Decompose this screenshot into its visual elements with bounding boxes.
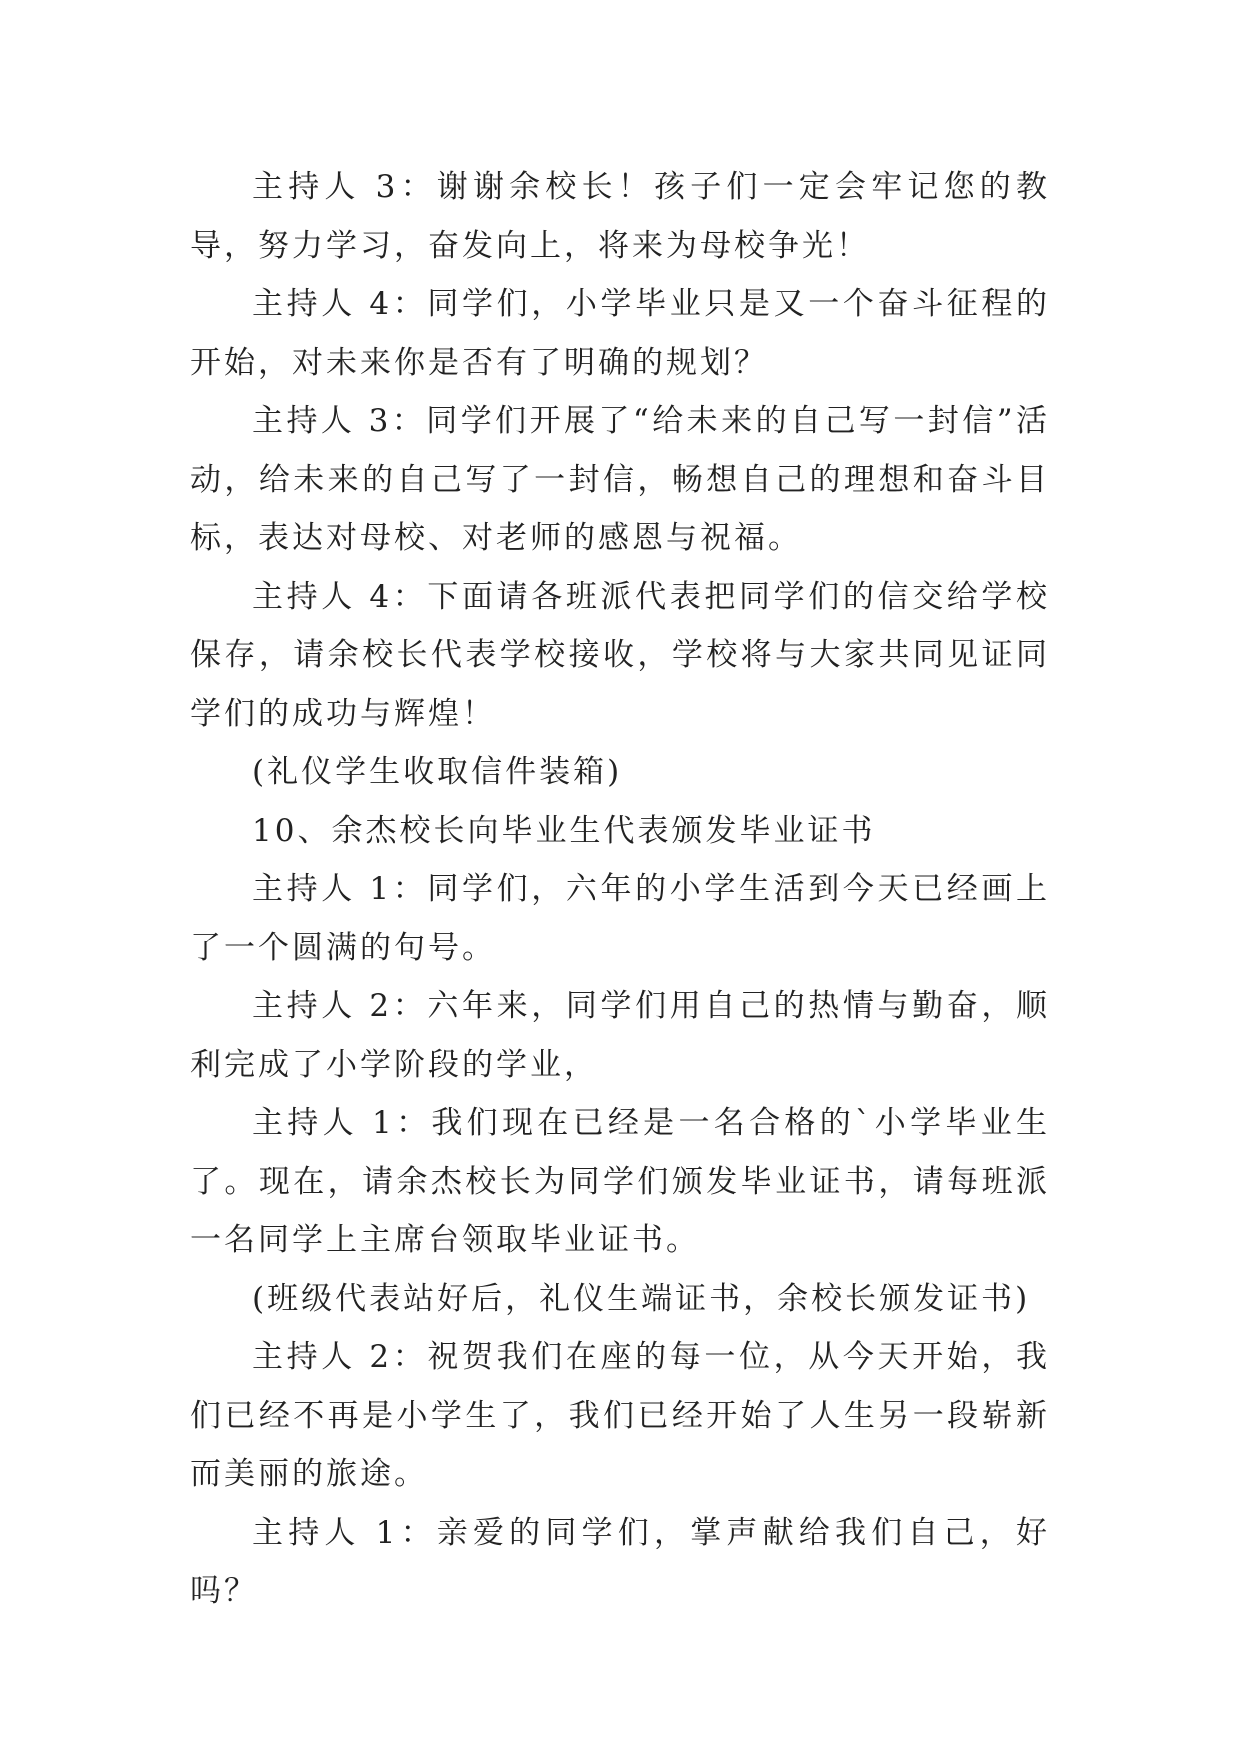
paragraph-3: 主持人 3：同学们开展了“给未来的自己写一封信”活动，给未来的自己写了一封信，畅想自己的理想和奋斗目标，表达对母校、对老师的感恩与祝福。 xyxy=(190,403,1050,556)
paragraph-12: 主持人 1：亲爱的同学们，掌声献给我们自己，好吗？ xyxy=(190,1514,1050,1609)
paragraph-7: 主持人 1：同学们，六年的小学生活到今天已经画上了一个圆满的句号。 xyxy=(190,871,1050,966)
paragraph-10: (班级代表站好后，礼仪生端证书，余校长颁发证书) xyxy=(252,1280,1031,1317)
document-body xyxy=(190,158,1050,1621)
paragraph-5: (礼仪学生收取信件装箱) xyxy=(252,754,623,790)
paragraph-4: 主持人 4：下面请各班派代表把同学们的信交给学校保存，请余校长代表学校接收，学校将与大家共同见证同学们的成功与辉煌！ xyxy=(190,578,1050,732)
paragraph-8: 主持人 2：六年来，同学们用自己的热情与勤奋，顺利完成了小学阶段的学业， xyxy=(190,988,1050,1083)
paragraph-11: 主持人 2：祝贺我们在座的每一位，从今天开始，我们已经不再是小学生了，我们已经开始了人生另一段崭新而美丽的旅途。 xyxy=(190,1339,1050,1492)
paragraph-2: 主持人 4：同学们，小学毕业只是又一个奋斗征程的开始，对未来你是否有了明确的规划？ xyxy=(190,286,1050,381)
section-heading: 10、余杰校长向毕业生代表颁发毕业证书 xyxy=(252,812,876,849)
paragraph-1: 主持人 3：谢谢余校长！孩子们一定会牢记您的教导，努力学习，奋发向上，将来为母校争光！ xyxy=(190,169,1050,264)
paragraph-9: 主持人 1：我们现在已经是一名合格的`小学毕业生了。现在，请余杰校长为同学们颁发毕业证书，请每班派一名同学上主席台领取毕业证书。 xyxy=(190,1105,1050,1258)
